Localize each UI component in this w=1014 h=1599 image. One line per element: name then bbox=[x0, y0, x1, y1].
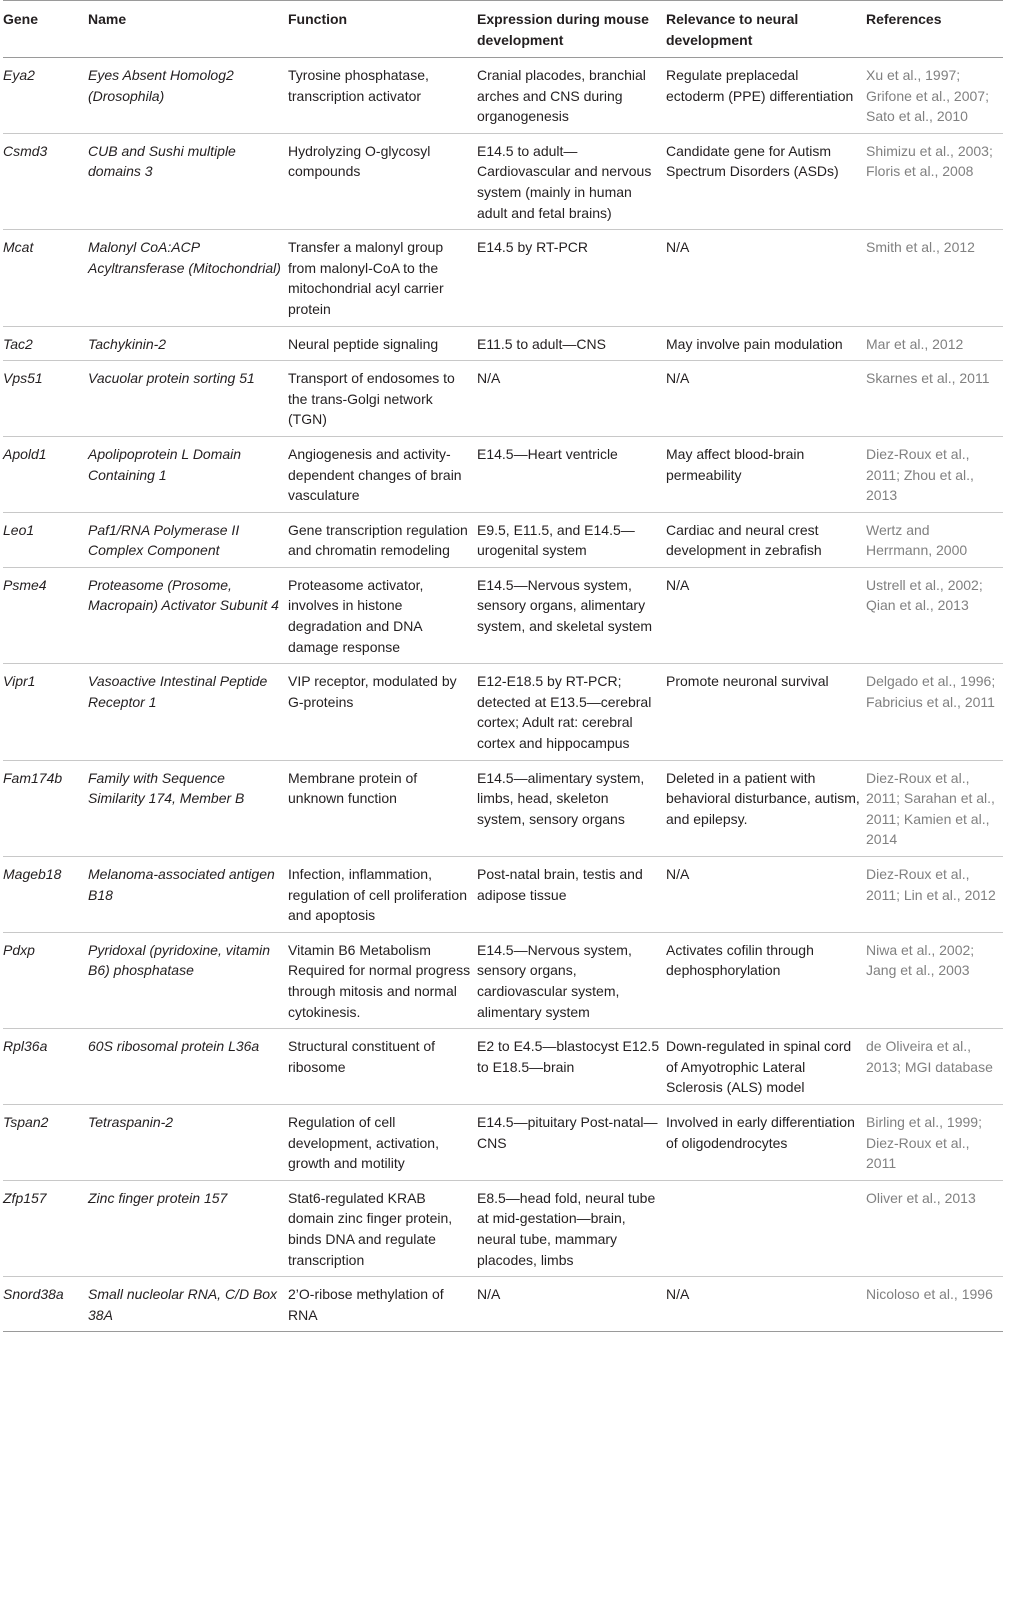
cell-name: CUB and Sushi multiple domains 3 bbox=[88, 133, 288, 229]
cell-expression: N/A bbox=[477, 361, 666, 437]
table-row bbox=[3, 664, 1003, 760]
cell-relevance: May affect blood-brain permeability bbox=[666, 436, 866, 512]
table-row bbox=[3, 1180, 1003, 1276]
cell-expression: N/A bbox=[477, 1277, 666, 1332]
cell-relevance: Involved in early differentiation of oligodendrocytes bbox=[666, 1104, 866, 1180]
cell-gene: Tac2 bbox=[3, 326, 88, 361]
cell-gene: Mageb18 bbox=[3, 857, 88, 933]
cell-references: Xu et al., 1997; Grifone et al., 2007; Sato et al., 2010 bbox=[866, 58, 1003, 134]
cell-relevance: May involve pain modulation bbox=[666, 326, 866, 361]
cell-gene: Apold1 bbox=[3, 436, 88, 512]
cell-references: Ustrell et al., 2002; Qian et al., 2013 bbox=[866, 567, 1003, 663]
cell-expression: E14.5—Heart ventricle bbox=[477, 436, 666, 512]
table-row bbox=[3, 436, 1003, 512]
cell-function: Infection, inflammation, regulation of cell proliferation and apoptosis bbox=[288, 857, 477, 933]
cell-function: VIP receptor, modulated by G-proteins bbox=[288, 664, 477, 760]
cell-relevance: Regulate preplacedal ectoderm (PPE) differentiation bbox=[666, 58, 866, 134]
table-row bbox=[3, 760, 1003, 856]
cell-name: Pyridoxal (pyridoxine, vitamin B6) phosphatase bbox=[88, 932, 288, 1028]
cell-expression: Cranial placodes, branchial arches and CNS during organogenesis bbox=[477, 58, 666, 134]
cell-gene: Tspan2 bbox=[3, 1104, 88, 1180]
table-row bbox=[3, 512, 1003, 567]
cell-relevance bbox=[666, 1180, 866, 1276]
cell-expression: Post-natal brain, testis and adipose tissue bbox=[477, 857, 666, 933]
cell-relevance: Cardiac and neural crest development in zebrafish bbox=[666, 512, 866, 567]
header-relevance: Relevance to neural development bbox=[666, 1, 866, 58]
header-function: Function bbox=[288, 1, 477, 58]
cell-gene: Csmd3 bbox=[3, 133, 88, 229]
cell-function: 2’O-ribose methylation of RNA bbox=[288, 1277, 477, 1332]
header-expression: Expression during mouse development bbox=[477, 1, 666, 58]
cell-name: Vasoactive Intestinal Peptide Receptor 1 bbox=[88, 664, 288, 760]
cell-name: Apolipoprotein L Domain Containing 1 bbox=[88, 436, 288, 512]
cell-name: Zinc finger protein 157 bbox=[88, 1180, 288, 1276]
cell-function: Proteasome activator, involves in histone degradation and DNA damage response bbox=[288, 567, 477, 663]
cell-function: Stat6-regulated KRAB domain zinc finger protein, binds DNA and regulate transcription bbox=[288, 1180, 477, 1276]
cell-expression: E14.5—Nervous system, sensory organs, cardiovascular system, alimentary system bbox=[477, 932, 666, 1028]
cell-expression: E12-E18.5 by RT-PCR; detected at E13.5—cerebral cortex; Adult rat: cerebral cortex and hippocampus bbox=[477, 664, 666, 760]
cell-references: Diez-Roux et al., 2011; Zhou et al., 2013 bbox=[866, 436, 1003, 512]
cell-relevance: Promote neuronal survival bbox=[666, 664, 866, 760]
header-row bbox=[3, 1, 1003, 58]
table-row bbox=[3, 133, 1003, 229]
cell-function: Structural constituent of ribosome bbox=[288, 1029, 477, 1105]
cell-name: Tachykinin-2 bbox=[88, 326, 288, 361]
cell-relevance: Activates cofilin through dephosphorylation bbox=[666, 932, 866, 1028]
cell-relevance: Candidate gene for Autism Spectrum Disorders (ASDs) bbox=[666, 133, 866, 229]
cell-function: Neural peptide signaling bbox=[288, 326, 477, 361]
table-row bbox=[3, 932, 1003, 1028]
cell-gene: Vipr1 bbox=[3, 664, 88, 760]
cell-expression: E14.5 to adult—Cardiovascular and nervous system (mainly in human adult and fetal brains) bbox=[477, 133, 666, 229]
cell-relevance: N/A bbox=[666, 230, 866, 326]
cell-function: Hydrolyzing O-glycosyl compounds bbox=[288, 133, 477, 229]
header-name: Name bbox=[88, 1, 288, 58]
table-row bbox=[3, 361, 1003, 437]
cell-relevance: Deleted in a patient with behavioral disturbance, autism, and epilepsy. bbox=[666, 760, 866, 856]
cell-function: Membrane protein of unknown function bbox=[288, 760, 477, 856]
cell-expression: E2 to E4.5—blastocyst E12.5 to E18.5—brain bbox=[477, 1029, 666, 1105]
cell-expression: E11.5 to adult—CNS bbox=[477, 326, 666, 361]
cell-gene: Eya2 bbox=[3, 58, 88, 134]
cell-gene: Fam174b bbox=[3, 760, 88, 856]
header-references: References bbox=[866, 1, 1003, 58]
cell-references: Diez-Roux et al., 2011; Sarahan et al., 2011; Kamien et al., 2014 bbox=[866, 760, 1003, 856]
cell-references: Skarnes et al., 2011 bbox=[866, 361, 1003, 437]
cell-gene: Psme4 bbox=[3, 567, 88, 663]
cell-expression: E14.5 by RT-PCR bbox=[477, 230, 666, 326]
cell-function: Regulation of cell development, activation, growth and motility bbox=[288, 1104, 477, 1180]
cell-references: Delgado et al., 1996; Fabricius et al., 2011 bbox=[866, 664, 1003, 760]
cell-function: Angiogenesis and activity-dependent changes of brain vasculature bbox=[288, 436, 477, 512]
table-body bbox=[3, 58, 1003, 1332]
cell-references: Wertz and Herrmann, 2000 bbox=[866, 512, 1003, 567]
cell-gene: Pdxp bbox=[3, 932, 88, 1028]
table-header bbox=[3, 1, 1003, 58]
cell-name: Vacuolar protein sorting 51 bbox=[88, 361, 288, 437]
table-row bbox=[3, 567, 1003, 663]
cell-name: Malonyl CoA:ACP Acyltransferase (Mitochondrial) bbox=[88, 230, 288, 326]
cell-name: Eyes Absent Homolog2 (Drosophila) bbox=[88, 58, 288, 134]
cell-gene: Snord38a bbox=[3, 1277, 88, 1332]
cell-gene: Leo1 bbox=[3, 512, 88, 567]
cell-relevance: N/A bbox=[666, 567, 866, 663]
table-row bbox=[3, 58, 1003, 134]
cell-function: Transfer a malonyl group from malonyl-CoA to the mitochondrial acyl carrier protein bbox=[288, 230, 477, 326]
cell-gene: Rpl36a bbox=[3, 1029, 88, 1105]
cell-name: Small nucleolar RNA, C/D Box 38A bbox=[88, 1277, 288, 1332]
cell-name: Proteasome (Prosome, Macropain) Activator Subunit 4 bbox=[88, 567, 288, 663]
cell-gene: Vps51 bbox=[3, 361, 88, 437]
gene-table bbox=[3, 0, 1003, 1332]
cell-function: Vitamin B6 Metabolism Required for normal progress through mitosis and normal cytokinesis. bbox=[288, 932, 477, 1028]
cell-gene: Zfp157 bbox=[3, 1180, 88, 1276]
cell-expression: E14.5—alimentary system, limbs, head, skeleton system, sensory organs bbox=[477, 760, 666, 856]
cell-name: Family with Sequence Similarity 174, Member B bbox=[88, 760, 288, 856]
cell-function: Transport of endosomes to the trans-Golgi network (TGN) bbox=[288, 361, 477, 437]
table-row bbox=[3, 857, 1003, 933]
cell-references: Mar et al., 2012 bbox=[866, 326, 1003, 361]
table-row bbox=[3, 1029, 1003, 1105]
cell-references: Oliver et al., 2013 bbox=[866, 1180, 1003, 1276]
cell-expression: E9.5, E11.5, and E14.5—urogenital system bbox=[477, 512, 666, 567]
cell-references: Birling et al., 1999; Diez-Roux et al., 2011 bbox=[866, 1104, 1003, 1180]
table-row bbox=[3, 1104, 1003, 1180]
cell-relevance: N/A bbox=[666, 1277, 866, 1332]
cell-relevance: N/A bbox=[666, 361, 866, 437]
cell-name: Tetraspanin-2 bbox=[88, 1104, 288, 1180]
cell-references: de Oliveira et al., 2013; MGI database bbox=[866, 1029, 1003, 1105]
cell-references: Shimizu et al., 2003; Floris et al., 2008 bbox=[866, 133, 1003, 229]
cell-name: Paf1/RNA Polymerase II Complex Component bbox=[88, 512, 288, 567]
cell-relevance: N/A bbox=[666, 857, 866, 933]
cell-references: Nicoloso et al., 1996 bbox=[866, 1277, 1003, 1332]
table-row bbox=[3, 230, 1003, 326]
header-gene: Gene bbox=[3, 1, 88, 58]
cell-name: 60S ribosomal protein L36a bbox=[88, 1029, 288, 1105]
cell-expression: E8.5—head fold, neural tube at mid-gestation—brain, neural tube, mammary placodes, limbs bbox=[477, 1180, 666, 1276]
cell-references: Smith et al., 2012 bbox=[866, 230, 1003, 326]
cell-references: Diez-Roux et al., 2011; Lin et al., 2012 bbox=[866, 857, 1003, 933]
cell-function: Gene transcription regulation and chromatin remodeling bbox=[288, 512, 477, 567]
cell-name: Melanoma-associated antigen B18 bbox=[88, 857, 288, 933]
cell-function: Tyrosine phosphatase, transcription activator bbox=[288, 58, 477, 134]
cell-relevance: Down-regulated in spinal cord of Amyotrophic Lateral Sclerosis (ALS) model bbox=[666, 1029, 866, 1105]
cell-expression: E14.5—pituitary Post-natal—CNS bbox=[477, 1104, 666, 1180]
cell-references: Niwa et al., 2002; Jang et al., 2003 bbox=[866, 932, 1003, 1028]
cell-gene: Mcat bbox=[3, 230, 88, 326]
table-row bbox=[3, 1277, 1003, 1332]
table-row bbox=[3, 326, 1003, 361]
cell-expression: E14.5—Nervous system, sensory organs, alimentary system, and skeletal system bbox=[477, 567, 666, 663]
